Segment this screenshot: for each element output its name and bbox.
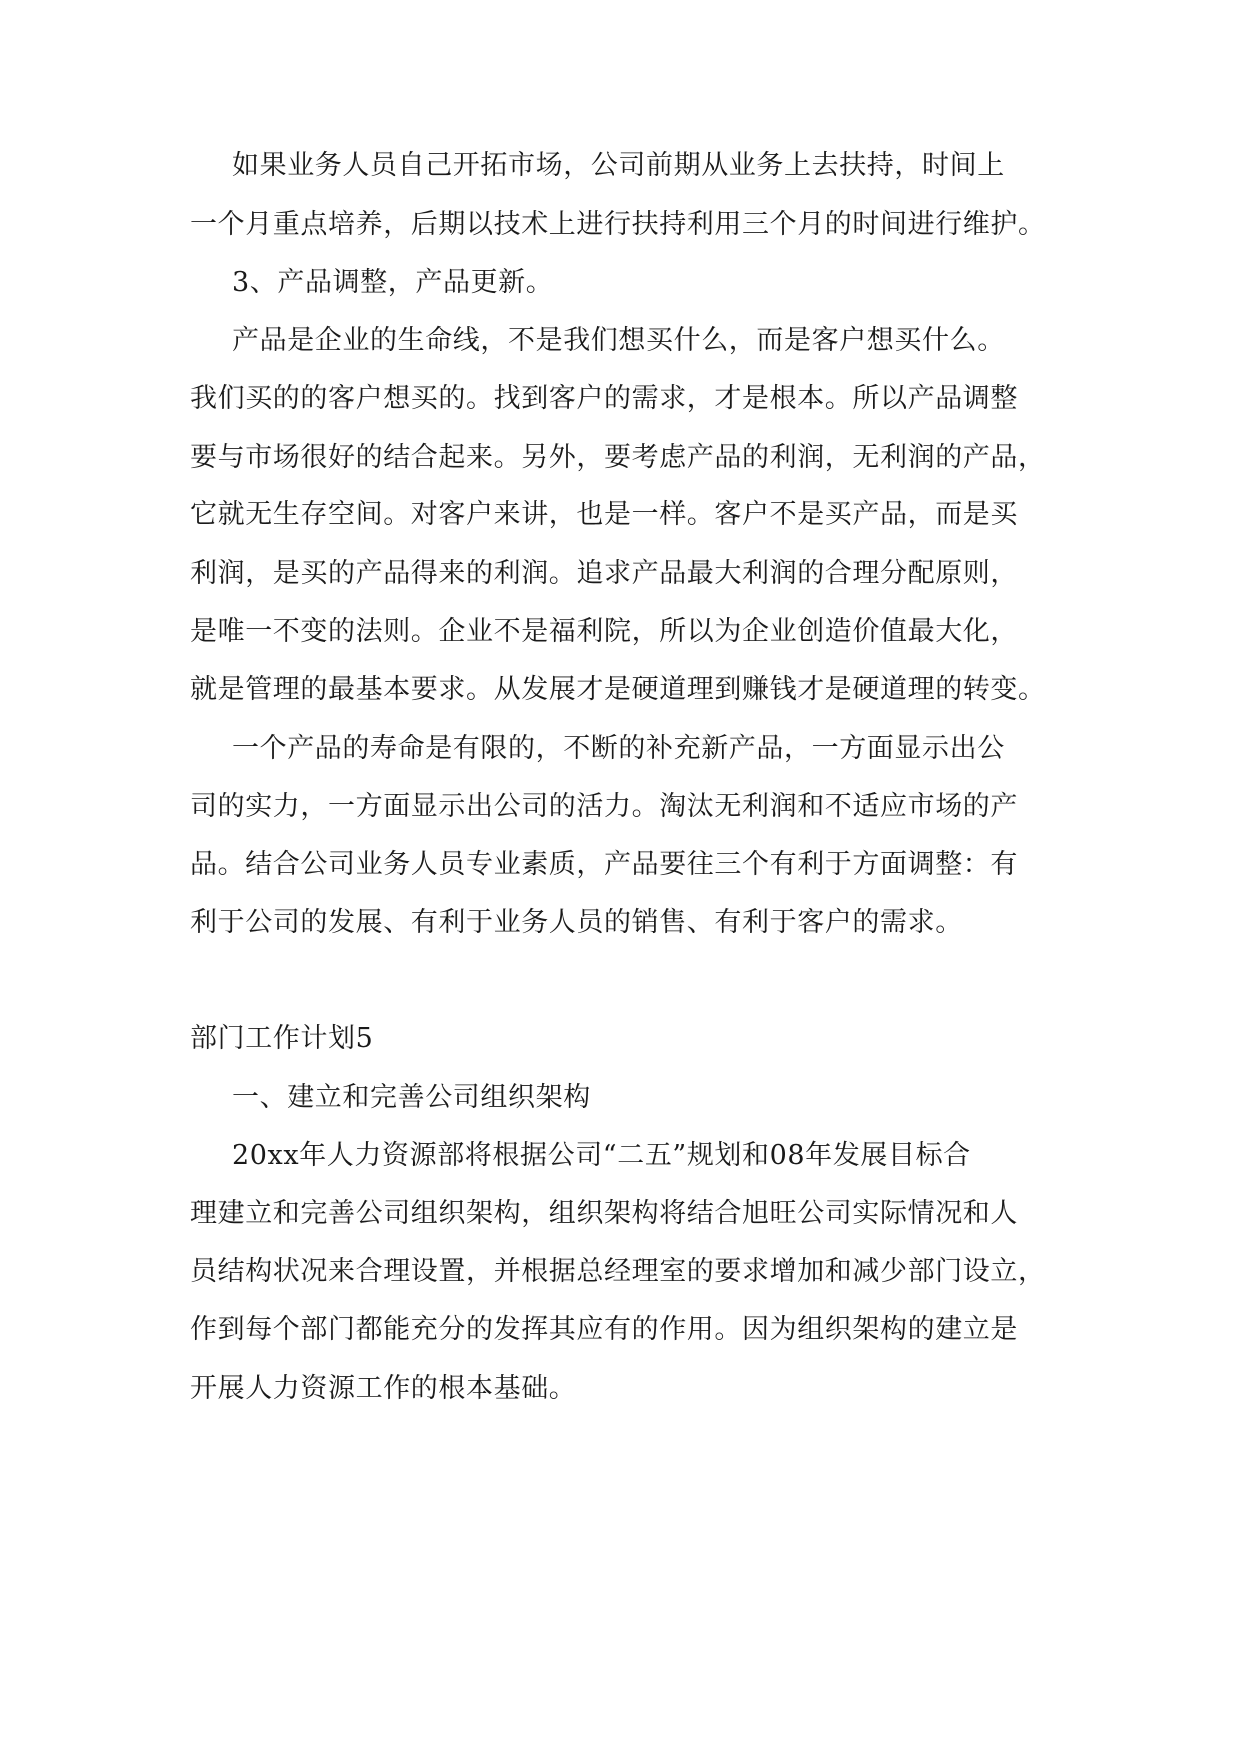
paragraph-line: 20xx年人力资源部将根据公司“二五”规划和08年发展目标合 <box>232 1140 971 1171</box>
paragraph-line: 一个产品的寿命是有限的，不断的补充新产品，一方面显示出公 <box>232 733 1005 764</box>
paragraph-line: 就是管理的最基本要求。从发展才是硬道理到赚钱才是硬道理的转变。 <box>190 674 1046 705</box>
paragraph-line: 利润，是买的产品得来的利润。追求产品最大利润的合理分配原则， <box>190 558 1018 589</box>
paragraph-line: 司的实力，一方面显示出公司的活力。淘汰无利润和不适应市场的产 <box>190 791 1018 822</box>
paragraph-line: 作到每个部门都能充分的发挥其应有的作用。因为组织架构的建立是 <box>190 1314 1018 1345</box>
paragraph-line: 品。结合公司业务人员专业素质，产品要往三个有利于方面调整：有 <box>190 849 1018 880</box>
subsection-heading: 一、建立和完善公司组织架构 <box>232 1082 591 1113</box>
paragraph-line: 员结构状况来合理设置，并根据总经理室的要求增加和减少部门设立， <box>190 1256 1046 1287</box>
paragraph-line: 要与市场很好的结合起来。另外，要考虑产品的利润，无利润的产品， <box>190 442 1046 473</box>
paragraph-line: 我们买的的客户想买的。找到客户的需求，才是根本。所以产品调整 <box>190 383 1018 414</box>
paragraph-line: 如果业务人员自己开拓市场，公司前期从业务上去扶持，时间上 <box>232 150 1005 181</box>
paragraph-line: 一个月重点培养，后期以技术上进行扶持利用三个月的时间进行维护。 <box>190 209 1046 240</box>
paragraph-line: 开展人力资源工作的根本基础。 <box>190 1373 577 1404</box>
paragraph-line: 理建立和完善公司组织架构，组织架构将结合旭旺公司实际情况和人 <box>190 1198 1018 1229</box>
section-title: 部门工作计划5 <box>190 1023 374 1054</box>
paragraph-line: 利于公司的发展、有利于业务人员的销售、有利于客户的需求。 <box>190 907 963 938</box>
paragraph-line: 产品是企业的生命线，不是我们想买什么，而是客户想买什么。 <box>232 325 1005 356</box>
section-heading: 3、产品调整，产品更新。 <box>232 267 554 298</box>
paragraph-line: 它就无生存空间。对客户来讲，也是一样。客户不是买产品，而是买 <box>190 499 1018 530</box>
paragraph-line: 是唯一不变的法则。企业不是福利院，所以为企业创造价值最大化， <box>190 616 1018 647</box>
